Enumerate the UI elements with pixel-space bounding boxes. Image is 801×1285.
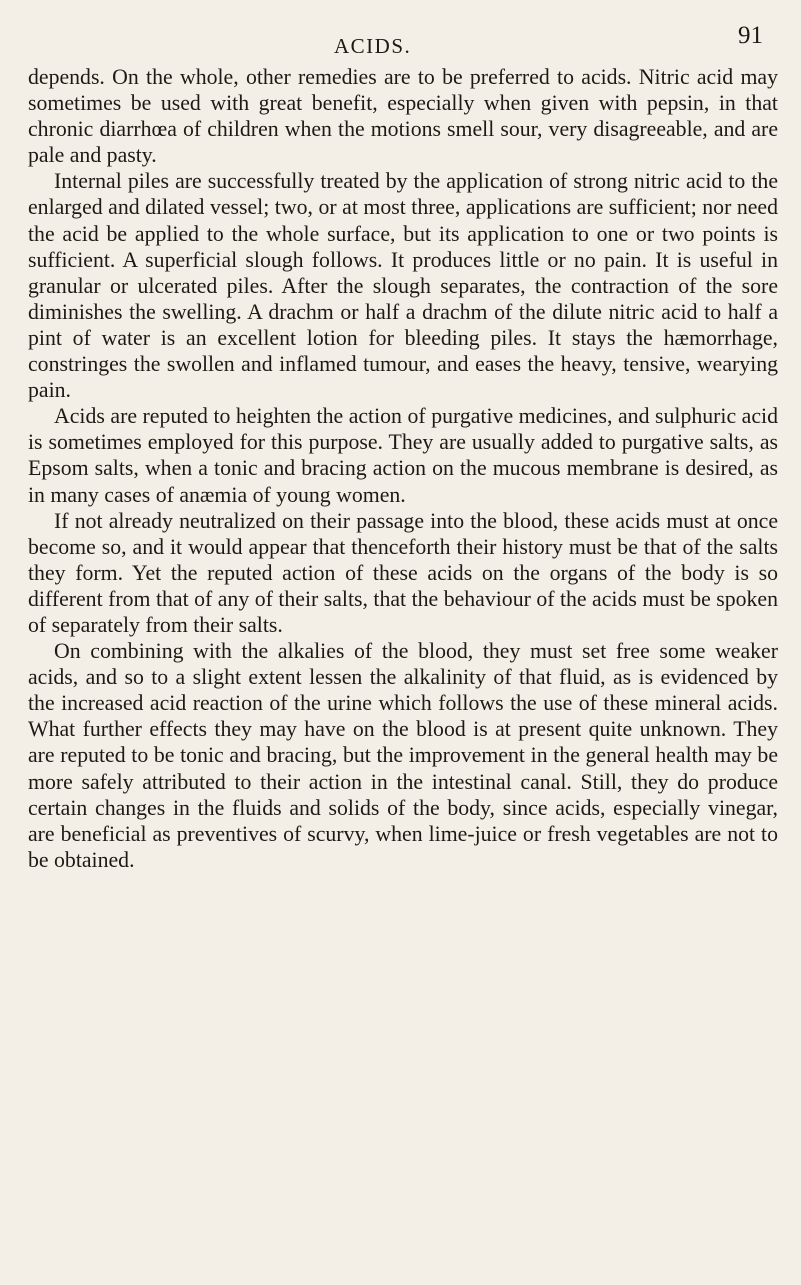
paragraph-internal-piles: Internal piles are successfully treated by the application of strong nitric acid to the enlarged and dilated vessel; two, or at most three, applications are sufficient; nor need the acid be applied to the whole surface, but its application to one or two points is sufficient. A superficial slough follows. It produces little or no pain. It is useful in granular or ulcerated piles. After the slough separates, the contraction of the sore diminishes the swelling. A drachm or half a drachm of the dilute nitric acid to half a pint of water is an excellent lotion for bleeding piles. It stays the hæmorrhage, constringes the swollen and inflamed tumour, and eases the heavy, tensive, wearying pain. — [28, 169, 778, 403]
page-number: 91 — [738, 22, 763, 49]
paragraph-blood-alkalies: On combining with the alkalies of the blood, they must set free some weaker acids, and so to a slight extent lessen the alkalinity of that fluid, as is evidenced by the increased acid reaction of the urine which follows the use of these mineral acids. What further effects they may have on the blood is at present quite unknown. They are reputed to be tonic and bracing, but the improvement in the general health may be more safely attributed to their action in the intestinal canal. Still, they do produce certain changes in the fluids and solids of the body, since acids, especially vinegar, are beneficial as preventives of scurvy, when lime-juice or fresh vegetables are not to be obtained. — [28, 639, 778, 872]
paragraph-purgative-action: Acids are reputed to heighten the action of purgative medicines, and sulphuric acid is sometimes employed for this purpose. They are usually added to purgative salts, as Epsom salts, when a tonic and bracing action on the mucous membrane is desired, as in many cases of anæmia of young women. — [28, 404, 778, 507]
paragraph-continued: depends. On the whole, other remedies are to be preferred to acids. Nitric acid may sometimes be used with great benefit, especially when given with pepsin, in that chronic diarrhœa of children when the motions smell sour, very disagreeable, and are pale and pasty. — [28, 65, 778, 168]
running-title: ACIDS. — [334, 34, 412, 58]
body-text — [28, 64, 778, 873]
paragraph-neutralization: If not already neutralized on their passage into the blood, these acids must at once become so, and it would appear that thenceforth their history must be that of the salts they form. Yet the reputed action of these acids on the organs of the body is so different from that of any of their salts, that the behaviour of the acids must be spoken of separately from their salts. — [28, 508, 778, 637]
running-head — [0, 20, 801, 56]
